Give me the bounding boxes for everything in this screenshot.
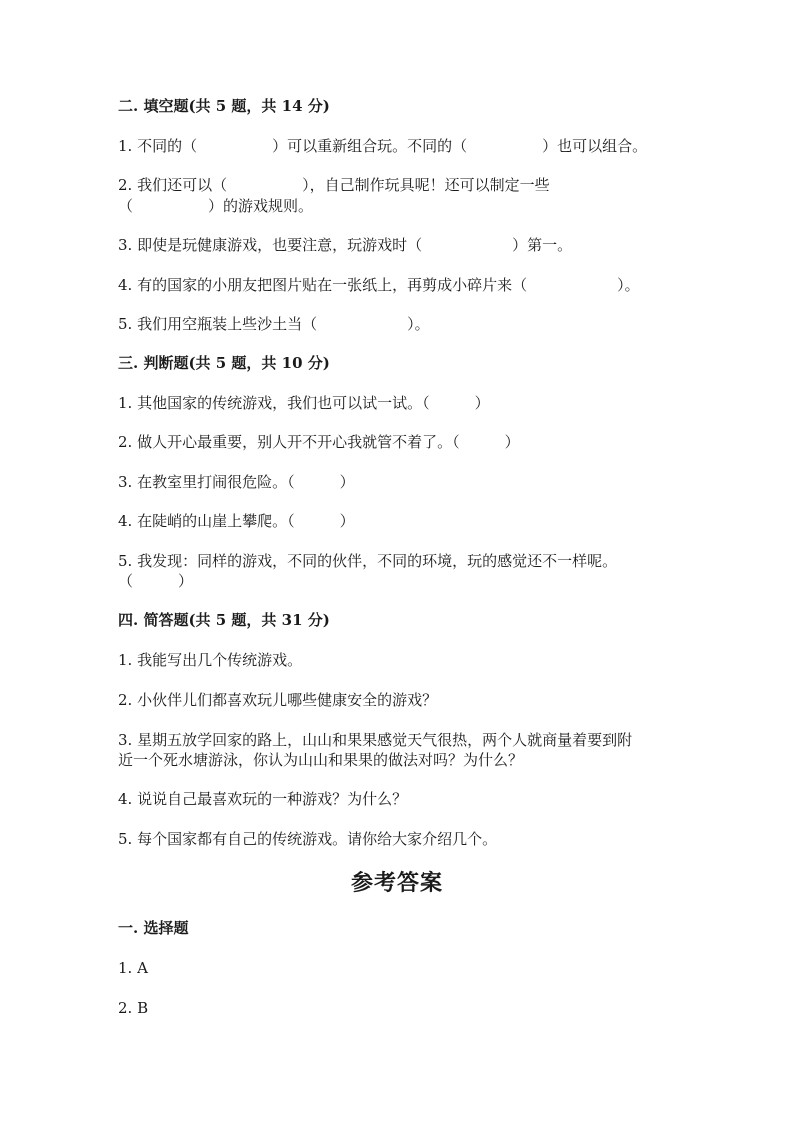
answer-section1-heading: 一. 选择题 bbox=[118, 919, 189, 937]
section2-question-2-line2: （ ）的游戏规则。 bbox=[118, 197, 314, 215]
section4-question-1: 1. 我能写出几个传统游戏。 bbox=[118, 651, 303, 669]
section3-question-3: 3. 在教室里打闹很危险。（ ） bbox=[118, 473, 355, 491]
section4-question-3-line1: 3. 星期五放学回家的路上，山山和果果感觉天气很热，两个人就商量着要到附 bbox=[118, 731, 633, 749]
section3-question-1: 1. 其他国家的传统游戏，我们也可以试一试。（ ） bbox=[118, 394, 490, 412]
section2-question-2-line1: 2. 我们还可以（ ），自己制作玩具呢！还可以制定一些 bbox=[118, 176, 550, 194]
section2-question-1: 1. 不同的（ ）可以重新组合玩。不同的（ ）也可以组合。 bbox=[118, 137, 648, 155]
section2-question-5: 5. 我们用空瓶装上些沙土当（ ）。 bbox=[118, 315, 430, 333]
section3-question-4: 4. 在陡峭的山崖上攀爬。（ ） bbox=[118, 512, 355, 530]
section4-question-4: 4. 说说自己最喜欢玩的一种游戏？为什么？ bbox=[118, 790, 408, 808]
answer-1: 1. A bbox=[118, 959, 148, 977]
section3-heading: 三. 判断题(共 5 题，共 10 分) bbox=[118, 354, 330, 372]
section3-question-2: 2. 做人开心最重要，别人开不开心我就管不着了。（ ） bbox=[118, 433, 520, 451]
section3-question-5-line2: （ ） bbox=[118, 572, 194, 590]
section2-heading: 二. 填空题(共 5 题，共 14 分) bbox=[118, 97, 330, 115]
section3-question-5-line1: 5. 我发现：同样的游戏，不同的伙伴，不同的环境，玩的感觉还不一样呢。 bbox=[118, 552, 618, 570]
section4-question-5: 5. 每个国家都有自己的传统游戏。请你给大家介绍几个。 bbox=[118, 830, 498, 848]
section2-question-4: 4. 有的国家的小朋友把图片贴在一张纸上，再剪成小碎片来（ ）。 bbox=[118, 276, 640, 294]
section4-question-3-line2: 近一个死水塘游泳，你认为山山和果果的做法对吗？为什么？ bbox=[118, 751, 524, 769]
section4-question-2: 2. 小伙伴儿们都喜欢玩儿哪些健康安全的游戏？ bbox=[118, 691, 438, 709]
section2-question-3: 3. 即使是玩健康游戏，也要注意，玩游戏时（ ）第一。 bbox=[118, 236, 573, 254]
section4-heading: 四. 简答题(共 5 题，共 31 分) bbox=[118, 611, 330, 629]
answer-2: 2. B bbox=[118, 999, 149, 1017]
answer-key-title: 参考答案 bbox=[350, 870, 443, 896]
